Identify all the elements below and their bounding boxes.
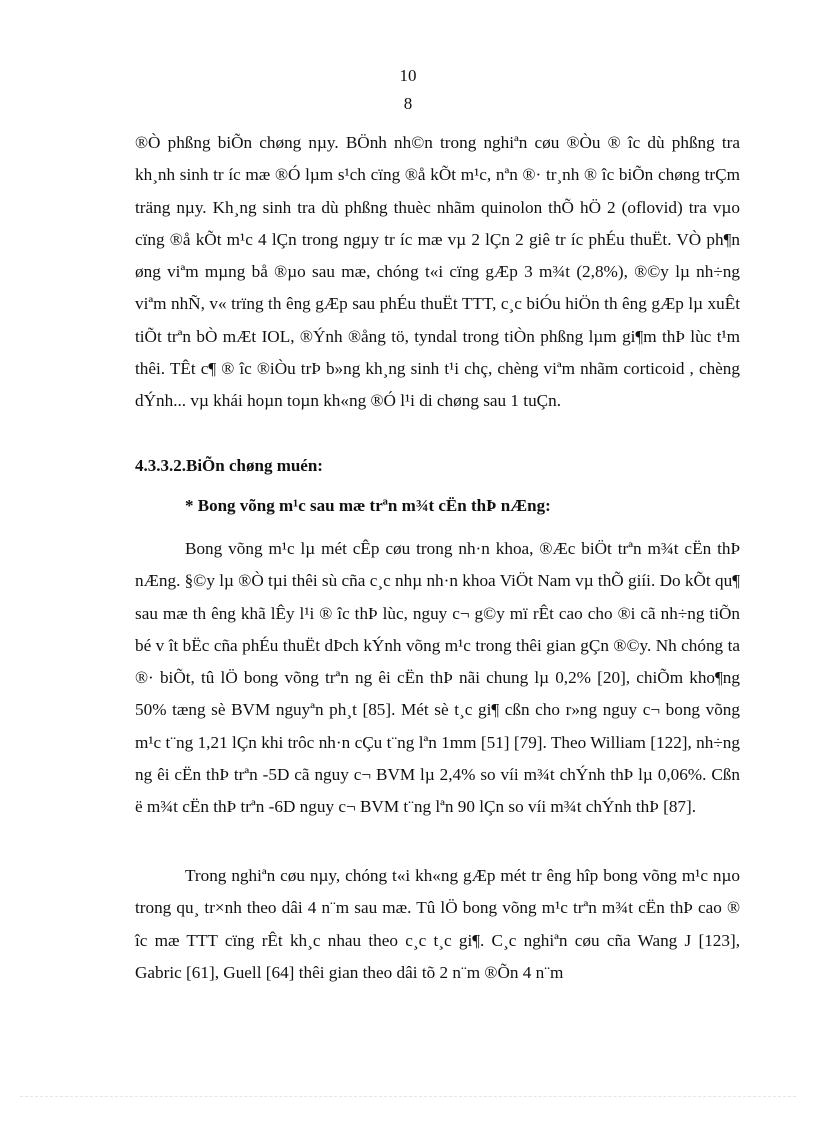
subsection-heading: * Bong võng m¹c sau mæ trªn m¾t cËn thÞ nÆng: xyxy=(185,496,551,515)
section-heading: 4.3.3.2.BiÕn chøng muén: xyxy=(135,456,323,475)
paragraph-retinal-detachment: Bong võng m¹c lµ mét cÊp cøu trong nh·n khoa, ®Æc biÖt trªn m¾t cËn thÞ nÆng. §©y lµ ®Ò tµi thêi sù cña c¸c nhµ nh·n khoa ViÖt Nam vµ thÕ giíi. Do kÕt qu¶ sau mæ th êng khã lÊy l¹i ® îc thÞ lùc, nguy c¬ g©y mï rÊt cao cho ®i cã nh÷ng tiÕn bé v ît bËc cña phÉu thuËt dÞch kÝnh võng m¹c trong thêi gian gÇn ®©y. Nh chóng ta ®· biÕt, tû lÖ bong võng trªn ng êi cËn thÞ nãi chung lµ 0,2% [20], chiÕm kho¶ng 50% tæng sè BVM nguyªn ph¸t [85]. Mét sè t¸c gi¶ cßn cho r»ng nguy c¬ bong võng m¹c t¨ng 1,21 lÇn khi trôc nh·n cÇu t¨ng lªn 1mm [51] [79]. Theo William [122], nh÷ng ng êi cËn thÞ trªn -5D cã nguy c¬ BVM lµ 2,4% so víi m¾t chÝnh thÞ lµ 0,06%. Cßn ë m¾t cËn thÞ trªn -6D nguy c¬ BVM t¨ng lªn 90 lÇn so víi m¾t chÝnh thÞ [87]. xyxy=(135,539,740,817)
footer-divider xyxy=(20,1096,796,1097)
paragraph-study-results: Trong nghiªn cøu nµy, chóng t«i kh«ng gÆp mét tr êng hîp bong võng m¹c nµo trong qu¸ tr×nh theo dâi 4 n¨m sau mæ. Tû lÖ bong võng m¹c trªn m¾t cËn thÞ cao ® îc mæ TTT cïng rÊt kh¸c nhau theo c¸c t¸c gi¶. C¸c nghiªn cøu cña Wang J [123], Gabric [61], Guell [64] thêi gian theo dâi tõ 2 n¨m ®Õn 4 n¨m xyxy=(135,866,740,982)
page-number-bottom: 8 xyxy=(403,94,413,113)
page-number-top: 10 xyxy=(399,66,417,85)
paragraph-complications-prevention: ®Ò phßng biÕn chøng nµy. BÖnh nh©n trong nghiªn cøu ®Òu ® îc dù phßng tra kh¸nh sinh tr íc mæ ®Ó lµm s¹ch cïng ®å kÕt m¹c, nªn ®· tr¸nh ® îc biÕn chøng trÇm träng nµy. Kh¸ng sinh tra dù phßng thuèc nhãm quinolon thÕ hÖ 2 (oflovid) tra vµo cïng ®å kÕt m¹c 4 lÇn trong ngµy tr íc mæ vµ 2 lÇn 2 giê tr íc phÉu thuËt. VÒ ph¶n øng viªm mµng bå ®µo sau mæ, chóng t«i cïng gÆp 3 m¾t (2,8%), ®©y lµ nh÷ng viªm nhÑ, v« trïng th êng gÆp sau phÉu thuËt TTT, c¸c biÓu hiÖn th êng gÆp lµ xuÊt tiÕt trªn bÒ mÆt IOL, ®Ýnh ®ång tö, tyndal trong tiÒn phßng lµm gi¶m thÞ lùc t¹m thêi. TÊt c¶ ® îc ®iÒu trÞ b»ng kh¸ng sinh t¹i chç, chèng viªm nhãm corticoid , chèng dÝnh... vµ khái hoµn toµn kh«ng ®Ó l¹i di chøng sau 1 tuÇn. xyxy=(135,133,740,411)
